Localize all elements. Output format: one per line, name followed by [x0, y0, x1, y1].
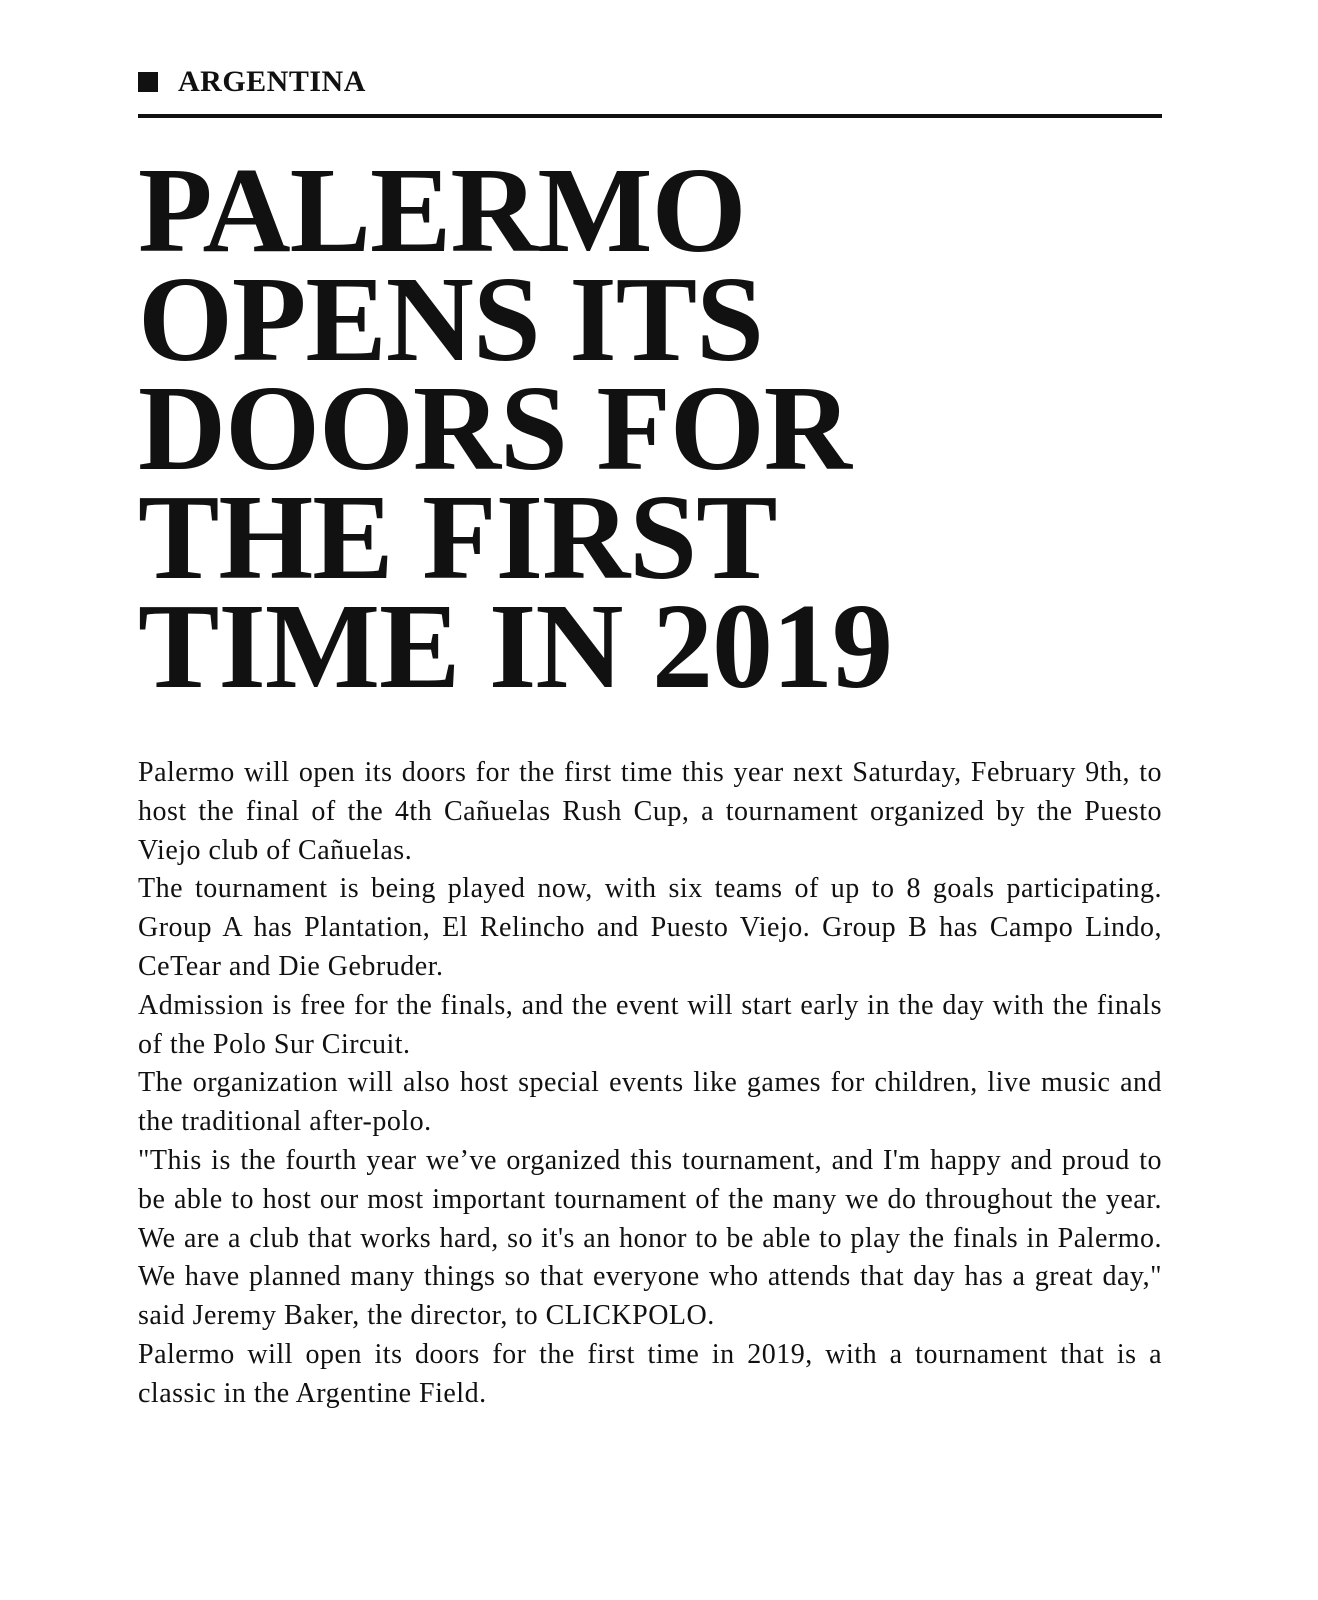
article-paragraph: Admission is free for the finals, and the event will start early in the day with the finals of the Polo Sur Circuit. [138, 989, 1162, 1060]
section-square-marker [138, 72, 158, 92]
headline-line: PALERMO [138, 143, 746, 278]
section-header [138, 62, 1162, 102]
headline [138, 143, 1162, 714]
header-divider [138, 114, 1162, 118]
article-page [138, 62, 1162, 1409]
article-paragraph: Palermo will open its doors for the first time in 2019, with a tournament that is a classic in the Argentine Field. [138, 1338, 1162, 1409]
headline-line: DOORS FOR [138, 361, 851, 496]
article-body [138, 754, 1162, 1414]
headline-line: THE FIRST [138, 470, 777, 605]
article-paragraph: Palermo will open its doors for the first time this year next Saturday, February 9th, to host the final of the 4th Cañuelas Rush Cup, a tournament organized by the Puesto Viejo club of Cañuelas. [138, 757, 1162, 866]
article-paragraph: "This is the fourth year we’ve organized this tournament, and I'm happy and proud to be able to host our most important tournament of the many we do throughout the year. We are a club that works hard, so it's an honor to be able to play the finals in Palermo. We have planned many things so that everyone who attends that day has a great day," said Jeremy Baker, the director, to CLICKPOLO. [138, 1144, 1162, 1332]
article-paragraph: The tournament is being played now, with six teams of up to 8 goals participating. Group A has Plantation, El Relincho and Puesto Viejo. Group B has Campo Lindo, CeTear and Die Gebruder. [138, 873, 1162, 982]
headline-line: TIME IN 2019 [138, 579, 892, 714]
article-paragraph: The organization will also host special events like games for children, live music and the traditional after-polo. [138, 1067, 1162, 1138]
headline-line: OPENS ITS [138, 252, 763, 387]
section-label: ARGENTINA [178, 65, 366, 98]
